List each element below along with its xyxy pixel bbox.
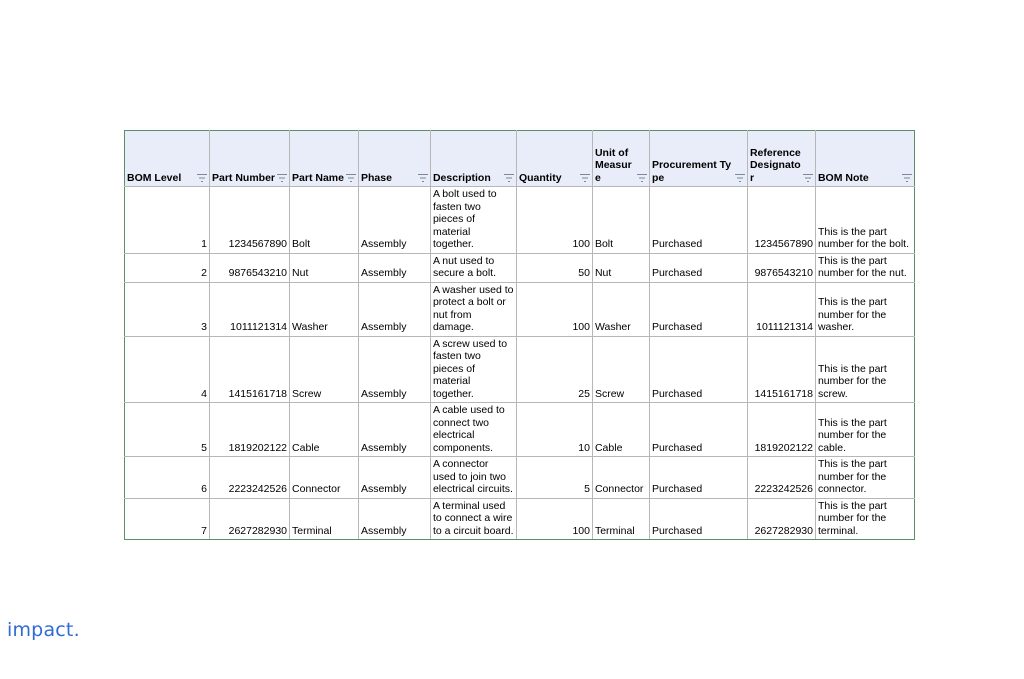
- part-number-cell[interactable]: 1011121314: [210, 282, 290, 336]
- quantity-cell[interactable]: 100: [516, 282, 592, 336]
- note-cell[interactable]: This is the part number for the washer.: [815, 282, 914, 336]
- part-name-cell[interactable]: Terminal: [290, 498, 359, 540]
- reference-cell[interactable]: 1819202122: [747, 403, 815, 457]
- table-row: [125, 187, 915, 254]
- procurement-cell[interactable]: Purchased: [649, 253, 747, 282]
- header-label: BOM Level: [127, 171, 182, 184]
- header-label: Reference Designator: [749, 146, 801, 184]
- phase-cell[interactable]: Assembly: [358, 282, 430, 336]
- reference-cell[interactable]: 9876543210: [747, 253, 815, 282]
- bom-table: [124, 130, 915, 540]
- table-row: [125, 282, 915, 336]
- note-cell[interactable]: This is the part number for the terminal.: [815, 498, 914, 540]
- phase-cell[interactable]: Assembly: [358, 498, 430, 540]
- filter-icon[interactable]: [197, 174, 207, 182]
- phase-cell[interactable]: Assembly: [358, 187, 430, 254]
- quantity-cell[interactable]: 5: [516, 457, 592, 499]
- filter-icon[interactable]: [580, 174, 590, 182]
- table-row: [125, 498, 915, 540]
- description-cell[interactable]: A cable used to connect two electrical components.: [430, 403, 516, 457]
- header-part-number[interactable]: [210, 131, 290, 187]
- filter-icon[interactable]: [277, 174, 287, 182]
- filter-icon[interactable]: [803, 174, 813, 182]
- table-row: [125, 253, 915, 282]
- part-number-cell[interactable]: 1234567890: [210, 187, 290, 254]
- header-label: Description: [432, 171, 491, 184]
- part-name-cell[interactable]: Nut: [290, 253, 359, 282]
- header-label: Phase: [360, 171, 392, 184]
- header-label: Quantity: [518, 171, 562, 184]
- reference-cell[interactable]: 1415161718: [747, 336, 815, 403]
- description-cell[interactable]: A terminal used to connect a wire to a circuit board.: [430, 498, 516, 540]
- procurement-cell[interactable]: Purchased: [649, 457, 747, 499]
- quantity-cell[interactable]: 100: [516, 187, 592, 254]
- filter-icon[interactable]: [504, 174, 514, 182]
- header-bom-level[interactable]: [125, 131, 210, 187]
- filter-icon[interactable]: [346, 174, 356, 182]
- procurement-cell[interactable]: Purchased: [649, 336, 747, 403]
- unit-cell[interactable]: Bolt: [592, 187, 649, 254]
- header-part-name[interactable]: [290, 131, 359, 187]
- unit-cell[interactable]: Terminal: [592, 498, 649, 540]
- part-name-cell[interactable]: Washer: [290, 282, 359, 336]
- part-number-cell[interactable]: 2223242526: [210, 457, 290, 499]
- description-cell[interactable]: A washer used to protect a bolt or nut from damage.: [430, 282, 516, 336]
- header-quantity[interactable]: [516, 131, 592, 187]
- procurement-cell[interactable]: Purchased: [649, 187, 747, 254]
- part-name-cell[interactable]: Screw: [290, 336, 359, 403]
- part-number-cell[interactable]: 1415161718: [210, 336, 290, 403]
- procurement-cell[interactable]: Purchased: [649, 282, 747, 336]
- note-cell[interactable]: This is the part number for the connector.: [815, 457, 914, 499]
- header-bom-note[interactable]: [815, 131, 914, 187]
- reference-cell[interactable]: 2223242526: [747, 457, 815, 499]
- bom-level-cell[interactable]: 4: [125, 336, 210, 403]
- bom-level-cell[interactable]: 5: [125, 403, 210, 457]
- unit-cell[interactable]: Washer: [592, 282, 649, 336]
- procurement-cell[interactable]: Purchased: [649, 403, 747, 457]
- bom-level-cell[interactable]: 7: [125, 498, 210, 540]
- header-label: Unit of Measure: [594, 146, 632, 184]
- header-row: [125, 131, 915, 187]
- header-procurement-type[interactable]: [649, 131, 747, 187]
- phase-cell[interactable]: Assembly: [358, 403, 430, 457]
- part-name-cell[interactable]: Connector: [290, 457, 359, 499]
- description-cell[interactable]: A bolt used to fasten two pieces of material together.: [430, 187, 516, 254]
- quantity-cell[interactable]: 100: [516, 498, 592, 540]
- part-name-cell[interactable]: Bolt: [290, 187, 359, 254]
- note-cell[interactable]: This is the part number for the bolt.: [815, 187, 914, 254]
- procurement-cell[interactable]: Purchased: [649, 498, 747, 540]
- header-phase[interactable]: [358, 131, 430, 187]
- filter-icon[interactable]: [902, 174, 912, 182]
- bom-level-cell[interactable]: 3: [125, 282, 210, 336]
- reference-cell[interactable]: 1234567890: [747, 187, 815, 254]
- bom-level-cell[interactable]: 6: [125, 457, 210, 499]
- phase-cell[interactable]: Assembly: [358, 336, 430, 403]
- description-cell[interactable]: A connector used to join two electrical circuits.: [430, 457, 516, 499]
- filter-icon[interactable]: [418, 174, 428, 182]
- header-label: Part Name: [292, 171, 344, 184]
- unit-cell[interactable]: Connector: [592, 457, 649, 499]
- table-row: [125, 336, 915, 403]
- header-label: Procurement Type: [651, 159, 732, 184]
- impact-logo: impact.: [7, 619, 80, 641]
- note-cell[interactable]: This is the part number for the screw.: [815, 336, 914, 403]
- unit-cell[interactable]: Screw: [592, 336, 649, 403]
- description-cell[interactable]: A screw used to fasten two pieces of material together.: [430, 336, 516, 403]
- part-number-cell[interactable]: 1819202122: [210, 403, 290, 457]
- phase-cell[interactable]: Assembly: [358, 253, 430, 282]
- quantity-cell[interactable]: 25: [516, 336, 592, 403]
- filter-icon[interactable]: [735, 174, 745, 182]
- phase-cell[interactable]: Assembly: [358, 457, 430, 499]
- header-unit-of-measure[interactable]: [592, 131, 649, 187]
- note-cell[interactable]: This is the part number for the cable.: [815, 403, 914, 457]
- part-name-cell[interactable]: Cable: [290, 403, 359, 457]
- bom-level-cell[interactable]: 2: [125, 253, 210, 282]
- quantity-cell[interactable]: 10: [516, 403, 592, 457]
- reference-cell[interactable]: 2627282930: [747, 498, 815, 540]
- part-number-cell[interactable]: 9876543210: [210, 253, 290, 282]
- reference-cell[interactable]: 1011121314: [747, 282, 815, 336]
- header-label: Part Number: [212, 171, 276, 184]
- unit-cell[interactable]: Cable: [592, 403, 649, 457]
- bom-level-cell[interactable]: 1: [125, 187, 210, 254]
- part-number-cell[interactable]: 2627282930: [210, 498, 290, 540]
- header-description[interactable]: [430, 131, 516, 187]
- note-cell[interactable]: This is the part number for the nut.: [815, 253, 914, 282]
- description-cell[interactable]: A nut used to secure a bolt.: [430, 253, 516, 282]
- filter-icon[interactable]: [637, 174, 647, 182]
- table-row: [125, 457, 915, 499]
- quantity-cell[interactable]: 50: [516, 253, 592, 282]
- header-label: BOM Note: [817, 171, 869, 184]
- unit-cell[interactable]: Nut: [592, 253, 649, 282]
- table-row: [125, 403, 915, 457]
- header-reference-designator[interactable]: [747, 131, 815, 187]
